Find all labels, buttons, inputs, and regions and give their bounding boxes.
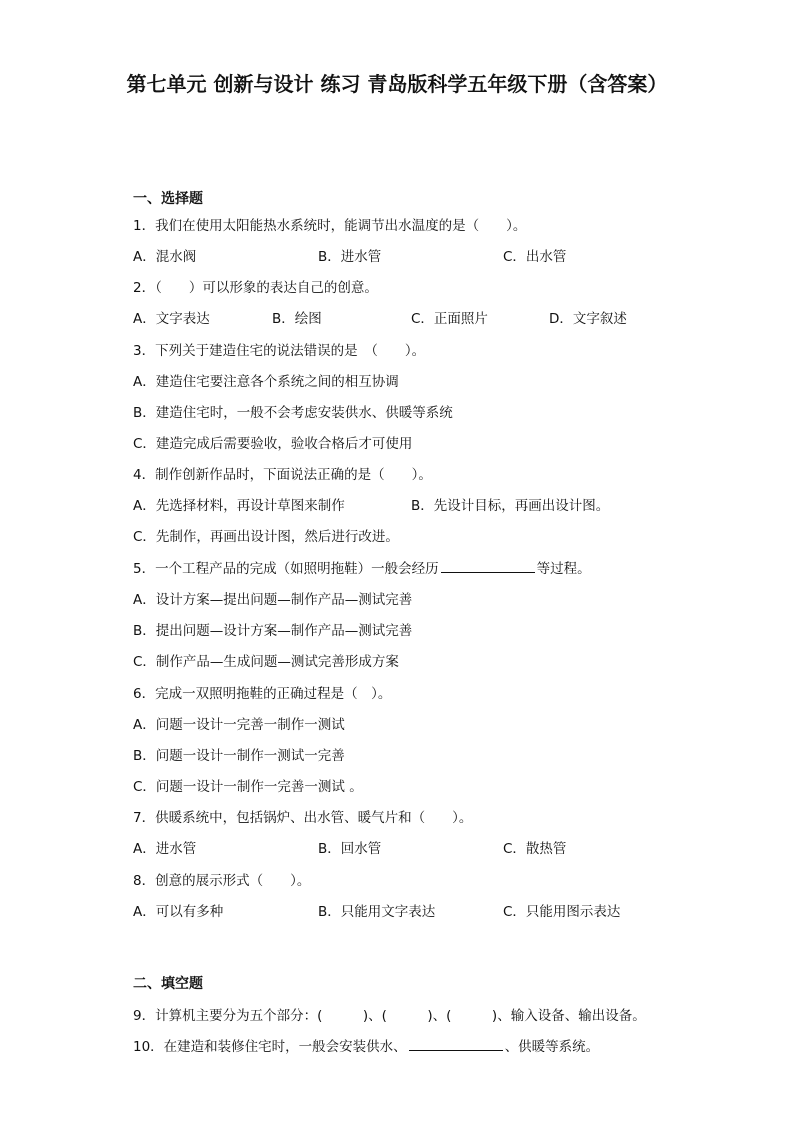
question-2-option-a: A．文字表达: [133, 311, 210, 327]
section-heading-choice: 一、选择题: [133, 191, 203, 207]
question-3-stem: 3．下列关于建造住宅的说法错误的是 （ ）。: [133, 343, 426, 359]
section-heading-fill: 二、填空题: [133, 976, 203, 992]
question-6-option-c: C．问题一设计一制作一完善一测试 。: [133, 779, 363, 795]
question-8-option-a: A．可以有多种: [133, 904, 224, 920]
question-5-option-a: A．设计方案—提出问题—制作产品—测试完善: [133, 592, 413, 608]
question-4-option-c: C．先制作，再画出设计图，然后进行改进。: [133, 529, 399, 545]
question-2-stem: 2．（ ）可以形象的表达自己的创意。: [133, 280, 378, 296]
question-8-option-b: B．只能用文字表达: [318, 904, 436, 920]
question-1-option-a: A．混水阀: [133, 249, 197, 265]
question-6-option-a: A．问题一设计一完善一制作一测试: [133, 717, 345, 733]
question-5-stem-after: 等过程。: [536, 561, 591, 577]
question-10-stem-before: 10．在建造和装修住宅时，一般会安装供水、: [133, 1039, 407, 1055]
question-4-option-a: A．先选择材料，再设计草图来制作: [133, 498, 345, 514]
question-2-option-b: B．绘图: [272, 311, 322, 327]
question-5-stem-before: 5．一个工程产品的完成（如照明拖鞋）一般会经历: [133, 561, 439, 577]
question-3-option-c: C．建造完成后需要验收，验收合格后才可使用: [133, 436, 413, 452]
document-title: 第七单元 创新与设计 练习 青岛版科学五年级下册（含答案）: [126, 72, 668, 96]
question-5-option-b: B．提出问题—设计方案—制作产品—测试完善: [133, 623, 413, 639]
question-6-option-b: B．问题一设计一制作一测试一完善: [133, 748, 345, 764]
answer-blank[interactable]: [409, 1038, 503, 1051]
question-8-option-c: C．只能用图示表达: [503, 904, 621, 920]
question-2-option-c: C．正面照片: [411, 311, 488, 327]
question-10-stem-after: 、供暖等系统。: [504, 1039, 600, 1055]
question-5-stem: [133, 557, 591, 577]
question-8-stem: 8．创意的展示形式（ ）。: [133, 873, 311, 889]
answer-blank[interactable]: [441, 560, 535, 573]
question-1-stem: 1．我们在使用太阳能热水系统时，能调节出水温度的是（ ）。: [133, 218, 527, 234]
question-6-stem: 6．完成一双照明拖鞋的正确过程是（ ）。: [133, 686, 392, 702]
question-7-option-b: B．回水管: [318, 841, 382, 857]
question-7-stem: 7．供暖系统中，包括锅炉、出水管、暖气片和（ ）。: [133, 810, 473, 826]
question-5-option-c: C．制作产品—生成问题—测试完善形成方案: [133, 654, 399, 670]
question-3-option-a: A．建造住宅要注意各个系统之间的相互协调: [133, 374, 399, 390]
question-3-option-b: B．建造住宅时，一般不会考虑安装供水、供暖等系统: [133, 405, 453, 421]
question-1-option-c: C．出水管: [503, 249, 567, 265]
question-7-option-a: A．进水管: [133, 841, 197, 857]
question-4-option-b: B．先设计目标，再画出设计图。: [411, 498, 610, 514]
question-1-option-b: B．进水管: [318, 249, 382, 265]
question-9-stem: 9．计算机主要分为五个部分：( )、( )、( )、输入设备、输出设备。: [133, 1008, 646, 1024]
question-7-option-c: C．散热管: [503, 841, 567, 857]
question-4-stem: 4．制作创新作品时，下面说法正确的是（ ）。: [133, 467, 432, 483]
question-10-stem: [133, 1035, 599, 1055]
question-2-option-d: D．文字叙述: [549, 311, 627, 327]
